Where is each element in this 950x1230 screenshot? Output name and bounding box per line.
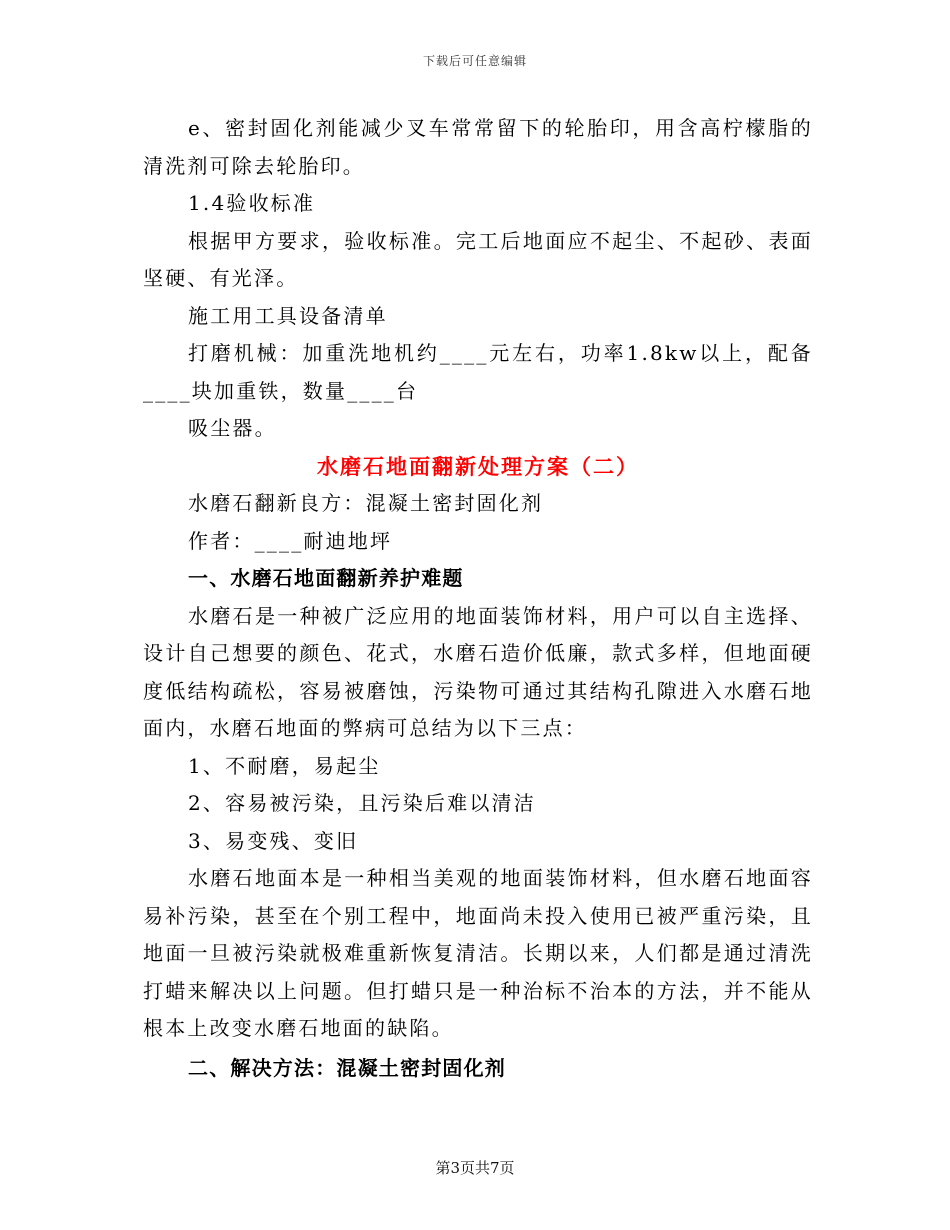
document-body (143, 110, 813, 1087)
list-item-1: 1、不耐磨，易起尘 (188, 753, 381, 778)
paragraph-grinding-machine: 打磨机械：加重洗地机约____元左右，功率1.8kw以上，配备____块加重铁，数量____台 (143, 341, 813, 403)
paragraph-subtitle: 水磨石翻新良方：混凝土密封固化剂 (188, 491, 544, 515)
list-item-3: 3、易变残、变旧 (188, 828, 359, 853)
heading-section-one: 一、水磨石地面翻新养护难题 (188, 566, 464, 590)
heading-section-two: 二、解决方法：混凝土密封固化剂 (188, 1055, 506, 1080)
document-title: 水磨石地面翻新处理方案（二） (317, 453, 639, 479)
paragraph-tool-list: 施工用工具设备清单 (188, 303, 388, 328)
paragraph-terrazzo-problem: 水磨石地面本是一种相当美观的地面装饰材料，但水磨石地面容易补污染，甚至在个别工程中，地面尚未投入使用已被严重污染，且地面一旦被污染就极难重新恢复清洁。长期以来，人们都是通过清洗打蜡来解决以上问题。但打蜡只是一种治标不治本的方法，并不能从根本上改变水磨石地面的缺陷。 (143, 866, 813, 1040)
section-acceptance-standard: 1.4验收标准 (188, 191, 316, 215)
list-item-2: 2、容易被污染，且污染后难以清洁 (188, 791, 536, 815)
page-header: 下载后可任意编辑 (422, 54, 527, 68)
paragraph-acceptance: 根据甲方要求，验收标准。完工后地面应不起尘、不起砂、表面坚硬、有光泽。 (143, 228, 813, 290)
page-footer: 第3页共7页 (435, 1159, 515, 1177)
paragraph-author: 作者：____耐迪地坪 (188, 528, 393, 553)
paragraph-terrazzo-intro: 水磨石是一种被广泛应用的地面装饰材料，用户可以自主选择、设计自己想要的颜色、花式，水磨石造价低廉，款式多样，但地面硬度低结构疏松，容易被磨蚀，污染物可通过其结构孔隙进入水磨石地面内，水磨石地面的弊病可总结为以下三点： (143, 603, 813, 740)
paragraph-vacuum: 吸尘器。 (188, 416, 277, 440)
paragraph-tire-marks: e、密封固化剂能减少叉车常常留下的轮胎印，用含高柠檬脂的清洗剂可除去轮胎印。 (143, 116, 813, 178)
